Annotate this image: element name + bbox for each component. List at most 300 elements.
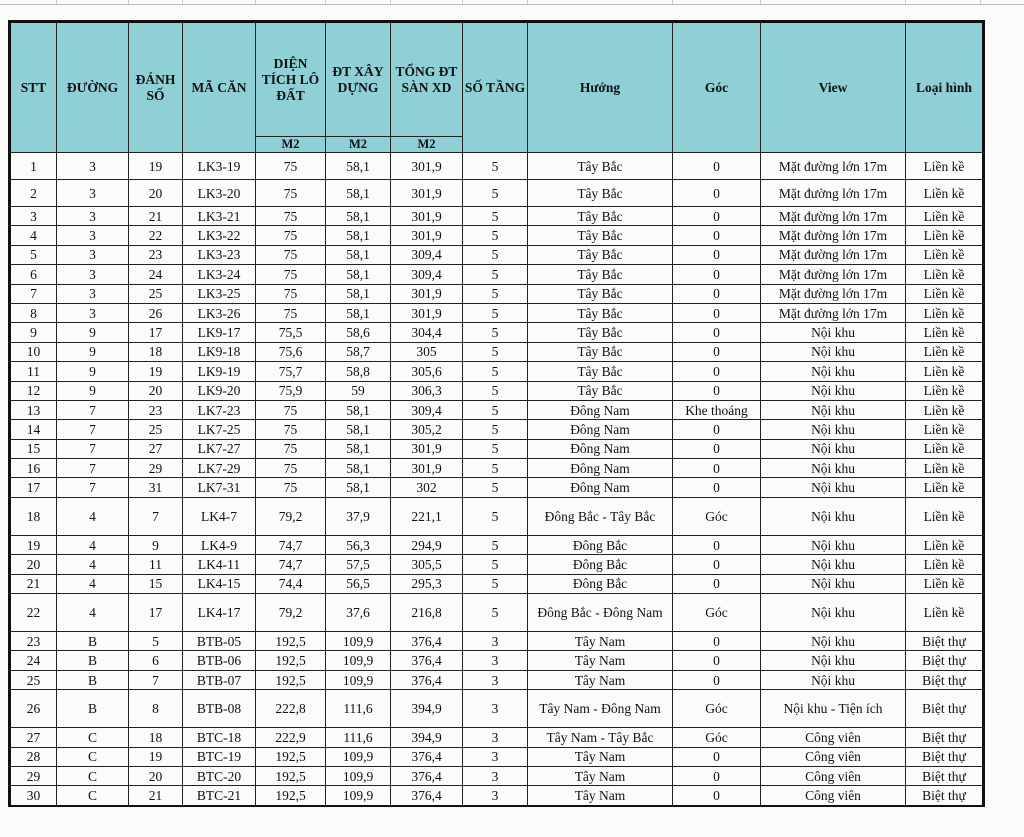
cell-goc: 0 bbox=[673, 478, 761, 497]
cell-dt-xay-dung: 111,6 bbox=[326, 690, 391, 728]
cell-dien-tich: 192,5 bbox=[256, 632, 326, 651]
unit-tong-dt: M2 bbox=[391, 137, 463, 153]
cell-duong: 9 bbox=[57, 323, 129, 342]
table-row bbox=[10, 594, 984, 632]
cell-dt-xay-dung: 109,9 bbox=[326, 651, 391, 670]
cell-goc: 0 bbox=[673, 670, 761, 689]
table-row bbox=[10, 265, 984, 284]
cell-tong-dt: 394,9 bbox=[391, 690, 463, 728]
cell-tong-dt: 376,4 bbox=[391, 670, 463, 689]
cell-goc: 0 bbox=[673, 323, 761, 342]
cell-ma-can: LK9-19 bbox=[183, 362, 256, 381]
cell-so-tang: 3 bbox=[463, 766, 528, 785]
cell-tong-dt: 376,4 bbox=[391, 651, 463, 670]
cell-danh-so: 19 bbox=[129, 153, 183, 180]
cell-danh-so: 18 bbox=[129, 342, 183, 361]
cell-ma-can: BTC-20 bbox=[183, 766, 256, 785]
cell-ma-can: LK3-20 bbox=[183, 180, 256, 207]
cell-duong: 3 bbox=[57, 180, 129, 207]
header-goc: Góc bbox=[673, 22, 761, 153]
cell-view: Nội khu bbox=[761, 670, 906, 689]
header-dien-tich: DIỆN TÍCH LÔ ĐẤT bbox=[256, 22, 326, 137]
cell-so-tang: 5 bbox=[463, 535, 528, 554]
cell-view: Công viên bbox=[761, 728, 906, 747]
cell-loai-hinh: Biệt thự bbox=[906, 747, 984, 766]
cell-tong-dt: 301,9 bbox=[391, 439, 463, 458]
cell-huong: Tây Bắc bbox=[528, 180, 673, 207]
cell-stt: 20 bbox=[10, 555, 57, 574]
cell-so-tang: 5 bbox=[463, 555, 528, 574]
table-row bbox=[10, 323, 984, 342]
table-body bbox=[10, 153, 984, 806]
cell-ma-can: LK4-7 bbox=[183, 497, 256, 535]
cell-dt-xay-dung: 37,6 bbox=[326, 594, 391, 632]
cell-dt-xay-dung: 58,1 bbox=[326, 303, 391, 322]
cell-loai-hinh: Liền kề bbox=[906, 226, 984, 245]
cell-dien-tich: 75 bbox=[256, 303, 326, 322]
cell-huong: Tây Bắc bbox=[528, 342, 673, 361]
cell-tong-dt: 301,9 bbox=[391, 226, 463, 245]
cell-duong: 7 bbox=[57, 400, 129, 419]
cell-loai-hinh: Liền kề bbox=[906, 594, 984, 632]
cell-dt-xay-dung: 58,1 bbox=[326, 180, 391, 207]
cell-loai-hinh: Biệt thự bbox=[906, 651, 984, 670]
cell-duong: 4 bbox=[57, 574, 129, 593]
cell-so-tang: 5 bbox=[463, 439, 528, 458]
cell-danh-so: 29 bbox=[129, 459, 183, 478]
cell-stt: 23 bbox=[10, 632, 57, 651]
cell-duong: 7 bbox=[57, 439, 129, 458]
cell-danh-so: 23 bbox=[129, 245, 183, 264]
cell-ma-can: LK9-17 bbox=[183, 323, 256, 342]
cell-stt: 10 bbox=[10, 342, 57, 361]
cell-so-tang: 5 bbox=[463, 342, 528, 361]
table-row bbox=[10, 497, 984, 535]
cell-view: Nội khu bbox=[761, 535, 906, 554]
cell-dien-tich: 75 bbox=[256, 439, 326, 458]
cell-dt-xay-dung: 58,1 bbox=[326, 265, 391, 284]
cell-goc: 0 bbox=[673, 651, 761, 670]
cell-dien-tich: 75 bbox=[256, 153, 326, 180]
table-row bbox=[10, 651, 984, 670]
cell-tong-dt: 305,5 bbox=[391, 555, 463, 574]
cell-duong: 9 bbox=[57, 342, 129, 361]
cell-dien-tich: 222,8 bbox=[256, 690, 326, 728]
cell-goc: 0 bbox=[673, 342, 761, 361]
cell-ma-can: LK3-22 bbox=[183, 226, 256, 245]
cell-ma-can: LK4-15 bbox=[183, 574, 256, 593]
cell-stt: 5 bbox=[10, 245, 57, 264]
cell-so-tang: 5 bbox=[463, 459, 528, 478]
cell-dien-tich: 75 bbox=[256, 420, 326, 439]
cell-huong: Tây Bắc bbox=[528, 245, 673, 264]
cell-tong-dt: 294,9 bbox=[391, 535, 463, 554]
header-stt: STT bbox=[10, 22, 57, 153]
cell-huong: Đông Bắc - Tây Bắc bbox=[528, 497, 673, 535]
cell-loai-hinh: Biệt thự bbox=[906, 728, 984, 747]
cell-view: Mặt đường lớn 17m bbox=[761, 153, 906, 180]
cell-duong: 3 bbox=[57, 265, 129, 284]
cell-dt-xay-dung: 37,9 bbox=[326, 497, 391, 535]
cell-loai-hinh: Liền kề bbox=[906, 400, 984, 419]
cell-stt: 17 bbox=[10, 478, 57, 497]
cell-dien-tich: 192,5 bbox=[256, 766, 326, 785]
cell-ma-can: BTC-18 bbox=[183, 728, 256, 747]
cell-goc: Góc bbox=[673, 728, 761, 747]
cell-dt-xay-dung: 109,9 bbox=[326, 747, 391, 766]
cell-dt-xay-dung: 58,7 bbox=[326, 342, 391, 361]
cell-view: Mặt đường lớn 17m bbox=[761, 265, 906, 284]
header-ma-can: MÃ CĂN bbox=[183, 22, 256, 153]
cell-ma-can: BTB-08 bbox=[183, 690, 256, 728]
cell-tong-dt: 301,9 bbox=[391, 207, 463, 226]
cell-view: Nội khu bbox=[761, 420, 906, 439]
cell-ma-can: LK4-9 bbox=[183, 535, 256, 554]
cell-ma-can: LK7-31 bbox=[183, 478, 256, 497]
cell-duong: 4 bbox=[57, 497, 129, 535]
cell-ma-can: LK4-17 bbox=[183, 594, 256, 632]
cell-dt-xay-dung: 56,5 bbox=[326, 574, 391, 593]
table-row bbox=[10, 728, 984, 747]
cell-ma-can: LK3-26 bbox=[183, 303, 256, 322]
cell-danh-so: 19 bbox=[129, 747, 183, 766]
cell-stt: 16 bbox=[10, 459, 57, 478]
table-row bbox=[10, 632, 984, 651]
cell-loai-hinh: Liền kề bbox=[906, 459, 984, 478]
cell-tong-dt: 301,9 bbox=[391, 180, 463, 207]
cell-danh-so: 19 bbox=[129, 362, 183, 381]
cell-view: Mặt đường lớn 17m bbox=[761, 226, 906, 245]
cell-duong: 3 bbox=[57, 303, 129, 322]
cell-duong: 4 bbox=[57, 535, 129, 554]
table-row bbox=[10, 381, 984, 400]
cell-loai-hinh: Biệt thự bbox=[906, 766, 984, 785]
cell-dien-tich: 75 bbox=[256, 284, 326, 303]
cell-tong-dt: 376,4 bbox=[391, 766, 463, 785]
cell-loai-hinh: Liền kề bbox=[906, 535, 984, 554]
table-row bbox=[10, 747, 984, 766]
cell-loai-hinh: Liền kề bbox=[906, 439, 984, 458]
cell-loai-hinh: Biệt thự bbox=[906, 670, 984, 689]
cell-huong: Đông Nam bbox=[528, 459, 673, 478]
cell-duong: 3 bbox=[57, 284, 129, 303]
cell-goc: 0 bbox=[673, 284, 761, 303]
cell-dt-xay-dung: 58,1 bbox=[326, 420, 391, 439]
table-row bbox=[10, 284, 984, 303]
cell-so-tang: 5 bbox=[463, 400, 528, 419]
cell-view: Nội khu - Tiện ích bbox=[761, 690, 906, 728]
cell-tong-dt: 301,9 bbox=[391, 284, 463, 303]
cell-danh-so: 17 bbox=[129, 323, 183, 342]
table-row bbox=[10, 153, 984, 180]
table-header bbox=[10, 22, 984, 153]
cell-ma-can: LK4-11 bbox=[183, 555, 256, 574]
cell-loai-hinh: Liền kề bbox=[906, 574, 984, 593]
cell-view: Nội khu bbox=[761, 478, 906, 497]
table-row bbox=[10, 670, 984, 689]
cell-dien-tich: 222,9 bbox=[256, 728, 326, 747]
cell-dt-xay-dung: 58,1 bbox=[326, 207, 391, 226]
cell-dien-tich: 74,4 bbox=[256, 574, 326, 593]
cell-huong: Tây Nam bbox=[528, 670, 673, 689]
header-loai-hinh: Loại hình bbox=[906, 22, 984, 153]
cell-huong: Tây Bắc bbox=[528, 303, 673, 322]
cell-danh-so: 21 bbox=[129, 786, 183, 806]
cell-ma-can: BTC-19 bbox=[183, 747, 256, 766]
table-row bbox=[10, 459, 984, 478]
cell-goc: 0 bbox=[673, 180, 761, 207]
cell-stt: 30 bbox=[10, 786, 57, 806]
cell-view: Nội khu bbox=[761, 497, 906, 535]
cell-so-tang: 5 bbox=[463, 574, 528, 593]
cell-so-tang: 5 bbox=[463, 497, 528, 535]
cell-stt: 15 bbox=[10, 439, 57, 458]
cell-tong-dt: 305,6 bbox=[391, 362, 463, 381]
cell-dien-tich: 79,2 bbox=[256, 594, 326, 632]
cell-so-tang: 3 bbox=[463, 786, 528, 806]
cell-so-tang: 5 bbox=[463, 284, 528, 303]
cell-so-tang: 5 bbox=[463, 381, 528, 400]
table-row bbox=[10, 226, 984, 245]
cell-danh-so: 18 bbox=[129, 728, 183, 747]
cell-stt: 22 bbox=[10, 594, 57, 632]
cell-danh-so: 7 bbox=[129, 497, 183, 535]
cell-tong-dt: 216,8 bbox=[391, 594, 463, 632]
table-row bbox=[10, 180, 984, 207]
cell-duong: 4 bbox=[57, 555, 129, 574]
cell-tong-dt: 309,4 bbox=[391, 245, 463, 264]
cell-dien-tich: 75 bbox=[256, 459, 326, 478]
cell-stt: 8 bbox=[10, 303, 57, 322]
cell-goc: 0 bbox=[673, 245, 761, 264]
cell-ma-can: BTB-05 bbox=[183, 632, 256, 651]
cell-loai-hinh: Liền kề bbox=[906, 362, 984, 381]
cell-loai-hinh: Liền kề bbox=[906, 303, 984, 322]
cell-danh-so: 23 bbox=[129, 400, 183, 419]
cell-goc: Góc bbox=[673, 497, 761, 535]
cell-dt-xay-dung: 58,1 bbox=[326, 226, 391, 245]
cell-dt-xay-dung: 59 bbox=[326, 381, 391, 400]
cell-so-tang: 5 bbox=[463, 420, 528, 439]
unit-dien-tich: M2 bbox=[256, 137, 326, 153]
cell-dien-tich: 75 bbox=[256, 207, 326, 226]
cell-danh-so: 20 bbox=[129, 381, 183, 400]
table-row bbox=[10, 478, 984, 497]
cell-so-tang: 3 bbox=[463, 651, 528, 670]
cell-view: Công viên bbox=[761, 766, 906, 785]
cell-view: Mặt đường lớn 17m bbox=[761, 245, 906, 264]
cell-goc: 0 bbox=[673, 153, 761, 180]
cell-view: Nội khu bbox=[761, 574, 906, 593]
cell-huong: Tây Nam - Đông Nam bbox=[528, 690, 673, 728]
header-danh-so: ĐÁNH SỐ bbox=[129, 22, 183, 153]
cell-goc: 0 bbox=[673, 226, 761, 245]
cell-danh-so: 15 bbox=[129, 574, 183, 593]
cell-stt: 12 bbox=[10, 381, 57, 400]
cell-duong: B bbox=[57, 632, 129, 651]
cell-huong: Tây Nam bbox=[528, 747, 673, 766]
cell-ma-can: LK3-24 bbox=[183, 265, 256, 284]
cell-view: Nội khu bbox=[761, 439, 906, 458]
cell-tong-dt: 394,9 bbox=[391, 728, 463, 747]
cell-dien-tich: 75,5 bbox=[256, 323, 326, 342]
cell-view: Mặt đường lớn 17m bbox=[761, 303, 906, 322]
cell-huong: Tây Bắc bbox=[528, 207, 673, 226]
cell-so-tang: 3 bbox=[463, 747, 528, 766]
cell-tong-dt: 309,4 bbox=[391, 265, 463, 284]
cell-huong: Tây Bắc bbox=[528, 265, 673, 284]
cell-so-tang: 5 bbox=[463, 153, 528, 180]
cell-huong: Tây Bắc bbox=[528, 381, 673, 400]
cell-stt: 7 bbox=[10, 284, 57, 303]
header-tong-dt: TỔNG ĐT SÀN XD bbox=[391, 22, 463, 137]
cell-dien-tich: 79,2 bbox=[256, 497, 326, 535]
cell-dt-xay-dung: 58,1 bbox=[326, 478, 391, 497]
cell-so-tang: 5 bbox=[463, 207, 528, 226]
cell-goc: 0 bbox=[673, 747, 761, 766]
cell-dt-xay-dung: 58,1 bbox=[326, 153, 391, 180]
cell-so-tang: 3 bbox=[463, 632, 528, 651]
cell-dien-tich: 75 bbox=[256, 265, 326, 284]
cell-ma-can: LK7-27 bbox=[183, 439, 256, 458]
cell-ma-can: LK7-29 bbox=[183, 459, 256, 478]
cell-stt: 3 bbox=[10, 207, 57, 226]
cell-dien-tich: 75,6 bbox=[256, 342, 326, 361]
cell-danh-so: 31 bbox=[129, 478, 183, 497]
table-row bbox=[10, 766, 984, 785]
cell-tong-dt: 301,9 bbox=[391, 153, 463, 180]
cell-huong: Tây Bắc bbox=[528, 153, 673, 180]
cell-danh-so: 24 bbox=[129, 265, 183, 284]
table-row bbox=[10, 342, 984, 361]
cell-danh-so: 25 bbox=[129, 420, 183, 439]
cell-so-tang: 5 bbox=[463, 265, 528, 284]
cell-loai-hinh: Liền kề bbox=[906, 420, 984, 439]
cell-danh-so: 22 bbox=[129, 226, 183, 245]
cell-stt: 26 bbox=[10, 690, 57, 728]
cell-danh-so: 9 bbox=[129, 535, 183, 554]
cell-dien-tich: 192,5 bbox=[256, 670, 326, 689]
cell-stt: 29 bbox=[10, 766, 57, 785]
cell-huong: Tây Bắc bbox=[528, 226, 673, 245]
cell-goc: 0 bbox=[673, 632, 761, 651]
cell-duong: C bbox=[57, 786, 129, 806]
cell-goc: Góc bbox=[673, 690, 761, 728]
cell-goc: 0 bbox=[673, 362, 761, 381]
cell-view: Nội khu bbox=[761, 651, 906, 670]
header-view: View bbox=[761, 22, 906, 153]
cell-goc: 0 bbox=[673, 574, 761, 593]
cell-goc: 0 bbox=[673, 459, 761, 478]
cell-goc: 0 bbox=[673, 555, 761, 574]
cell-goc: Góc bbox=[673, 594, 761, 632]
cell-tong-dt: 301,9 bbox=[391, 459, 463, 478]
cell-huong: Đông Bắc bbox=[528, 555, 673, 574]
cell-tong-dt: 302 bbox=[391, 478, 463, 497]
cell-huong: Đông Nam bbox=[528, 439, 673, 458]
cell-dien-tich: 75 bbox=[256, 400, 326, 419]
cell-view: Nội khu bbox=[761, 381, 906, 400]
cell-so-tang: 5 bbox=[463, 594, 528, 632]
header-duong: ĐƯỜNG bbox=[57, 22, 129, 153]
cell-ma-can: LK3-21 bbox=[183, 207, 256, 226]
cell-view: Nội khu bbox=[761, 459, 906, 478]
cell-stt: 13 bbox=[10, 400, 57, 419]
cell-so-tang: 5 bbox=[463, 226, 528, 245]
cell-duong: 9 bbox=[57, 381, 129, 400]
cell-loai-hinh: Liền kề bbox=[906, 497, 984, 535]
table-row bbox=[10, 555, 984, 574]
cell-view: Nội khu bbox=[761, 555, 906, 574]
cell-duong: 7 bbox=[57, 459, 129, 478]
cell-so-tang: 5 bbox=[463, 180, 528, 207]
cell-duong: 7 bbox=[57, 420, 129, 439]
cell-tong-dt: 376,4 bbox=[391, 786, 463, 806]
cell-stt: 19 bbox=[10, 535, 57, 554]
cell-danh-so: 20 bbox=[129, 766, 183, 785]
cell-loai-hinh: Liền kề bbox=[906, 342, 984, 361]
cell-dt-xay-dung: 58,1 bbox=[326, 284, 391, 303]
table-row bbox=[10, 786, 984, 806]
cell-dien-tich: 74,7 bbox=[256, 535, 326, 554]
cell-dt-xay-dung: 58,1 bbox=[326, 439, 391, 458]
table-row bbox=[10, 535, 984, 554]
cell-loai-hinh: Biệt thự bbox=[906, 786, 984, 806]
cell-dien-tich: 192,5 bbox=[256, 651, 326, 670]
cell-huong: Đông Nam bbox=[528, 420, 673, 439]
cell-stt: 24 bbox=[10, 651, 57, 670]
cell-danh-so: 7 bbox=[129, 670, 183, 689]
table-row bbox=[10, 400, 984, 419]
cell-view: Nội khu bbox=[761, 342, 906, 361]
cell-goc: 0 bbox=[673, 303, 761, 322]
cell-dien-tich: 75 bbox=[256, 226, 326, 245]
cell-dt-xay-dung: 109,9 bbox=[326, 766, 391, 785]
cell-duong: 4 bbox=[57, 594, 129, 632]
cell-dien-tich: 192,5 bbox=[256, 786, 326, 806]
cell-duong: B bbox=[57, 651, 129, 670]
table-row bbox=[10, 207, 984, 226]
cell-so-tang: 3 bbox=[463, 670, 528, 689]
cell-duong: 3 bbox=[57, 153, 129, 180]
cell-huong: Tây Nam bbox=[528, 786, 673, 806]
cell-so-tang: 3 bbox=[463, 728, 528, 747]
cell-stt: 6 bbox=[10, 265, 57, 284]
cell-view: Mặt đường lớn 17m bbox=[761, 207, 906, 226]
cell-loai-hinh: Liền kề bbox=[906, 478, 984, 497]
cell-loai-hinh: Liền kề bbox=[906, 284, 984, 303]
cell-huong: Đông Nam bbox=[528, 400, 673, 419]
cell-huong: Tây Nam bbox=[528, 766, 673, 785]
cell-stt: 25 bbox=[10, 670, 57, 689]
cell-tong-dt: 309,4 bbox=[391, 400, 463, 419]
cell-duong: C bbox=[57, 728, 129, 747]
cell-duong: C bbox=[57, 766, 129, 785]
cell-view: Nội khu bbox=[761, 362, 906, 381]
cell-ma-can: LK3-19 bbox=[183, 153, 256, 180]
cell-tong-dt: 221,1 bbox=[391, 497, 463, 535]
cell-danh-so: 27 bbox=[129, 439, 183, 458]
cell-dt-xay-dung: 58,1 bbox=[326, 245, 391, 264]
cell-huong: Tây Bắc bbox=[528, 323, 673, 342]
cell-stt: 21 bbox=[10, 574, 57, 593]
cell-danh-so: 25 bbox=[129, 284, 183, 303]
cell-tong-dt: 305,2 bbox=[391, 420, 463, 439]
cell-danh-so: 8 bbox=[129, 690, 183, 728]
cell-loai-hinh: Liền kề bbox=[906, 180, 984, 207]
cell-danh-so: 21 bbox=[129, 207, 183, 226]
cell-dt-xay-dung: 109,9 bbox=[326, 632, 391, 651]
